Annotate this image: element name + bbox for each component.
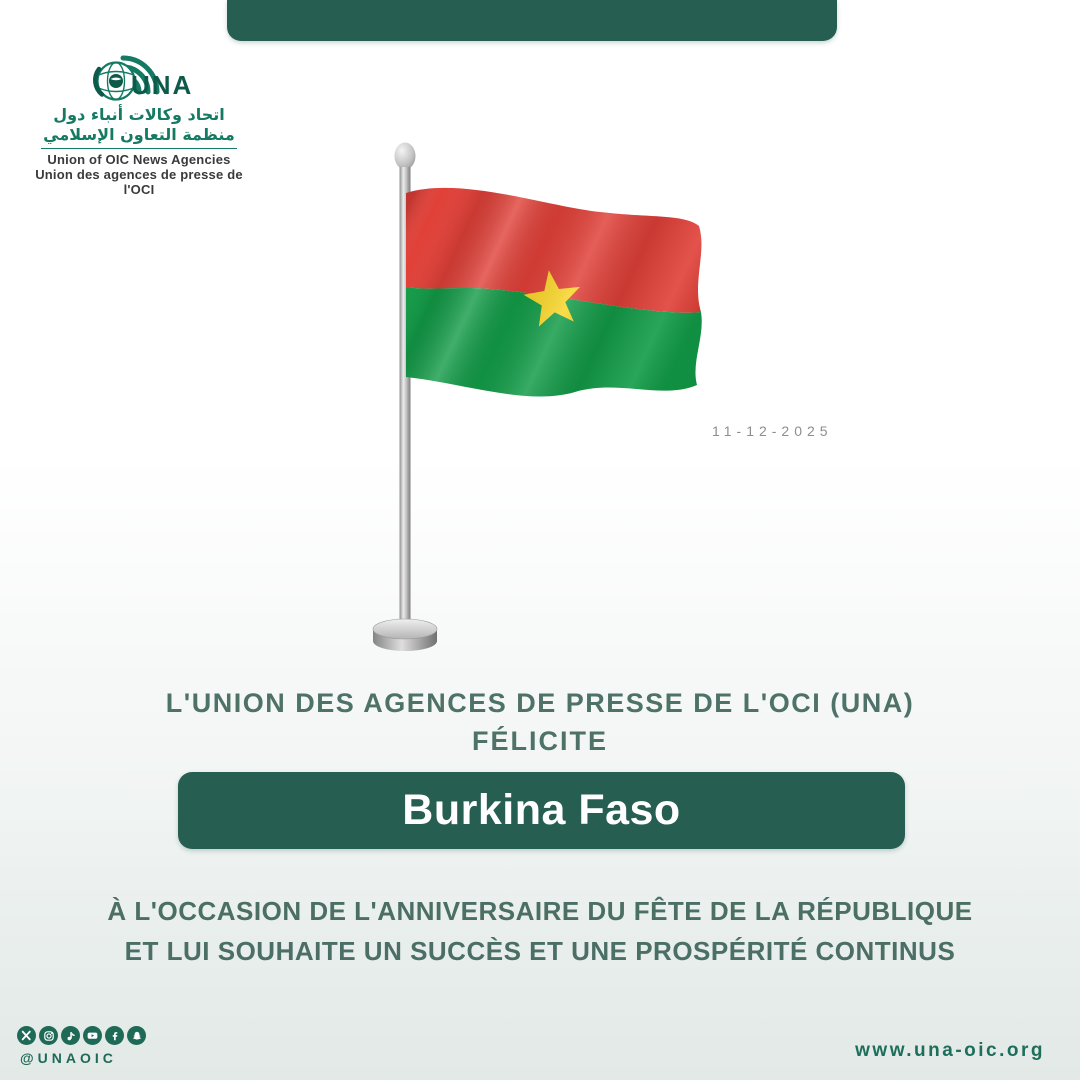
date-label: 11-12-2025 [712, 423, 833, 439]
burkina-faso-flag-assembly [340, 130, 740, 670]
facebook-icon [105, 1026, 124, 1045]
logo-arabic-name: اتحاد وكالات أنباء دول منظمة التعاون الإسلامي [41, 105, 237, 149]
globe-icon [95, 63, 134, 100]
country-banner [178, 772, 905, 849]
intro-line-1: L'UNION DES AGENCES DE PRESSE DE L'OCI (UNA) [165, 688, 915, 718]
youtube-icon [83, 1026, 102, 1045]
occasion-line-2: ET LUI SOUHAITE UN SUCCÈS ET UNE PROSPÉRITÉ CONTINUS [124, 936, 956, 966]
tiktok-icon [61, 1026, 80, 1045]
logo-name-fr: Union des agences de presse de l'OCI [35, 167, 243, 197]
website-url: www.una-oic.org [855, 1040, 1045, 1061]
una-logo [33, 48, 245, 197]
top-accent-bar [227, 0, 837, 41]
instagram-icon [39, 1026, 58, 1045]
burkina-faso-flag [380, 160, 720, 410]
snapchat-icon [127, 1026, 146, 1045]
una-logo-graphic [39, 48, 239, 103]
social-icons-row [17, 1026, 146, 1045]
logo-acronym: UNA [131, 70, 194, 100]
social-handle: @UNAOIC [20, 1050, 117, 1066]
x-icon [17, 1026, 36, 1045]
logo-name-en: Union of OIC News Agencies [47, 152, 231, 167]
occasion-line-1: À L'OCCASION DE L'ANNIVERSAIRE DU FÊTE DE LA RÉPUBLIQUE [107, 896, 973, 926]
country-name: Burkina Faso [402, 786, 681, 834]
intro-line-2: FÉLICITE [472, 726, 608, 756]
